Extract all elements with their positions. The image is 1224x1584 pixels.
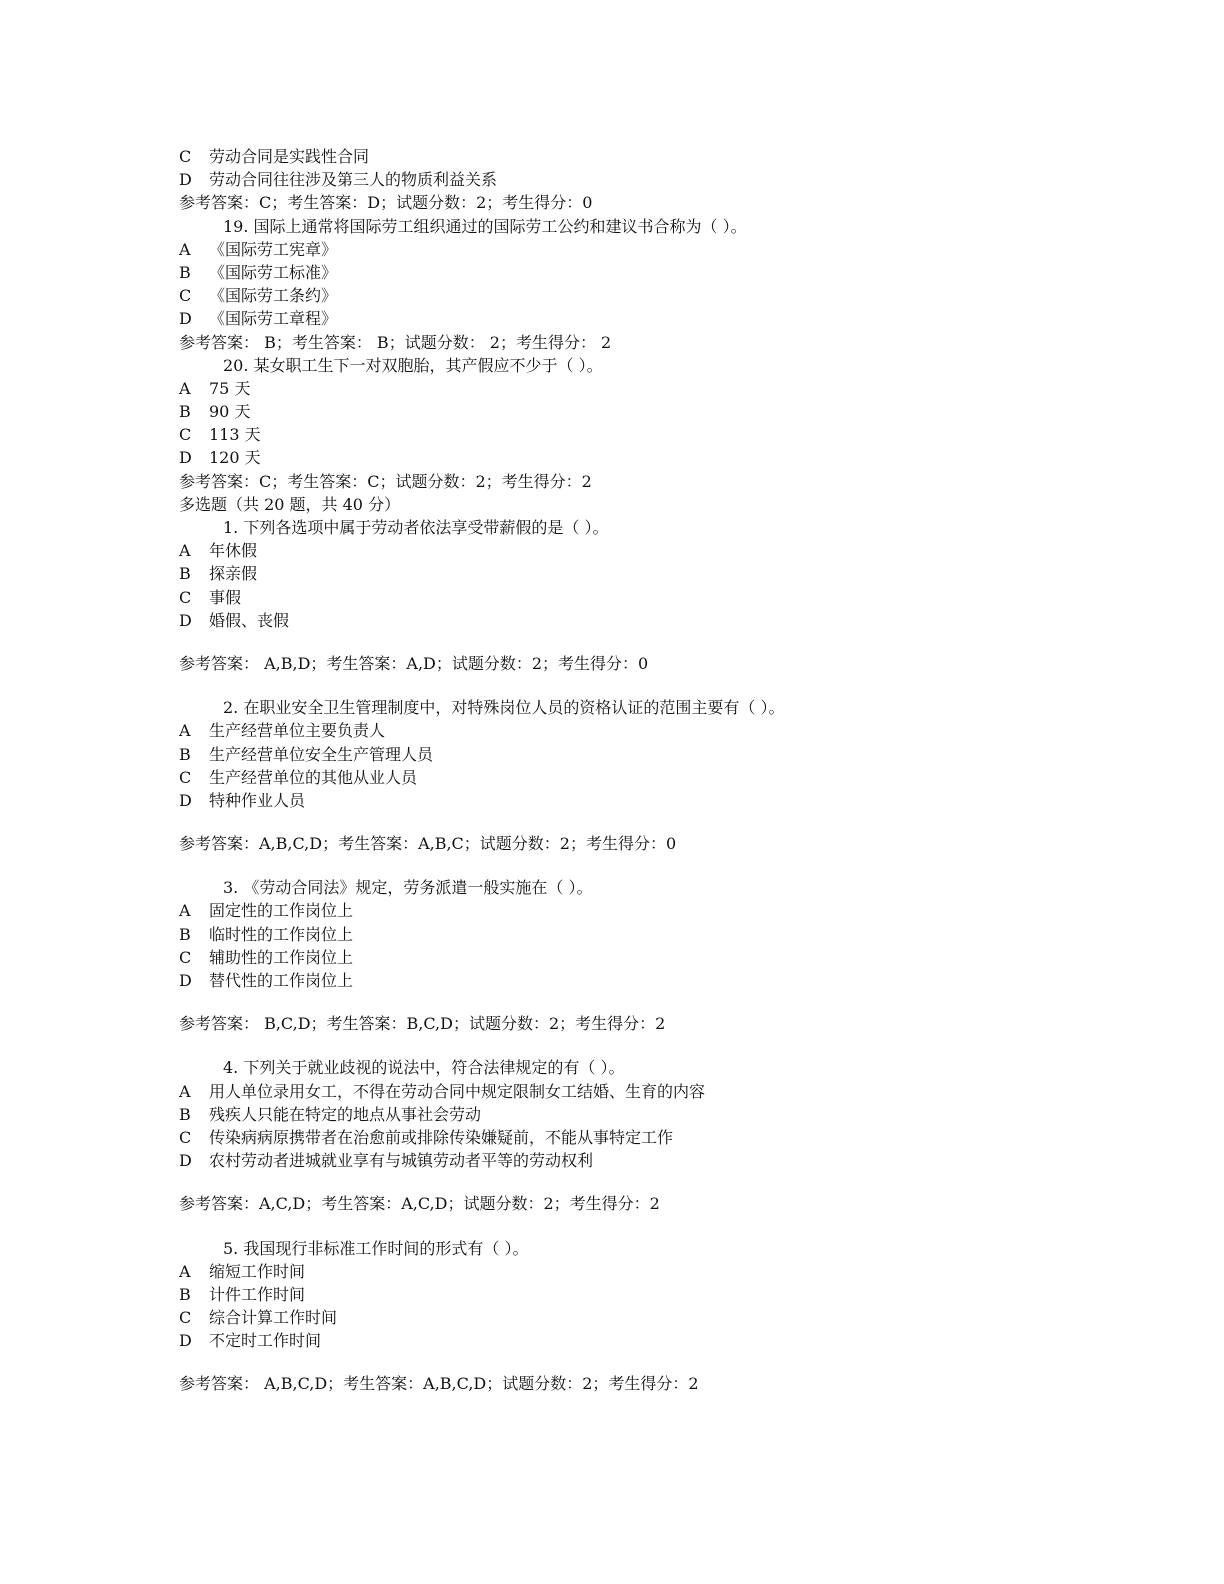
option-line <box>179 400 1159 423</box>
option-line <box>179 609 1159 632</box>
spacer <box>179 1035 1159 1056</box>
option-text: 探亲假 <box>209 564 258 584</box>
option-text: 生产经营单位的其他从业人员 <box>209 767 418 787</box>
answer-line: 参考答案：A,B,C,D；考生答案：A,B,C；试题分数：2；考生得分：0 <box>179 834 677 854</box>
option-letter: B <box>179 1284 191 1304</box>
option-letter: C <box>179 286 192 306</box>
option-text: 生产经营单位安全生产管理人员 <box>209 744 434 764</box>
option-text: 劳动合同是实践性合同 <box>209 147 370 166</box>
answer-line: 参考答案： B,C,D；考生答案：B,C,D；试题分数：2；考生得分：2 <box>179 1014 666 1034</box>
answer-line: 参考答案：C；考生答案：C；试题分数：2；考生得分：2 <box>179 471 592 491</box>
answer-line: 参考答案：C；考生答案：D；试题分数：2；考生得分：0 <box>179 193 593 213</box>
spacer <box>179 675 1159 696</box>
answer-line: 参考答案： B；考生答案： B；试题分数： 2；考生得分： 2 <box>179 332 612 352</box>
option-letter: A <box>179 901 191 921</box>
option-letter: C <box>179 587 192 607</box>
option-text: 替代性的工作岗位上 <box>209 971 354 990</box>
spacer <box>179 1172 1159 1192</box>
option-letter: B <box>179 744 191 764</box>
option-letter: A <box>179 721 191 741</box>
option-letter: D <box>179 1151 192 1171</box>
option-letter: A <box>179 541 191 561</box>
option-line <box>179 1080 1159 1103</box>
option-line <box>179 923 1159 946</box>
option-line <box>179 284 1159 307</box>
spacer <box>179 812 1159 832</box>
question-text: 20. 某女职工生下一对双胞胎，其产假应不少于（ ）。 <box>223 355 603 375</box>
question-text: 1. 下列各选项中属于劳动者依法享受带薪假的是（ ）。 <box>223 518 609 537</box>
option-letter: B <box>179 402 191 422</box>
option-text: 《国际劳工宪章》 <box>209 239 338 259</box>
option-text: 事假 <box>209 587 242 607</box>
option-letter: C <box>179 147 192 166</box>
option-line <box>179 586 1159 609</box>
option-line <box>179 719 1159 742</box>
option-line <box>179 1149 1159 1172</box>
spacer <box>179 855 1159 876</box>
option-text: 固定性的工作岗位上 <box>209 901 354 921</box>
option-line <box>179 1306 1159 1329</box>
option-line <box>179 1260 1159 1283</box>
option-letter: B <box>179 564 191 584</box>
option-line <box>179 307 1159 330</box>
option-line <box>179 423 1159 446</box>
answer-line: 参考答案： A,B,D；考生答案：A,D；试题分数：2；考生得分：0 <box>179 653 649 673</box>
option-letter: D <box>179 170 192 190</box>
option-text: 残疾人只能在特定的地点从事社会劳动 <box>209 1104 482 1124</box>
option-text: 113 天 <box>209 425 261 445</box>
option-text: 用人单位录用女工，不得在劳动合同中规定限制女工结婚、生育的内容 <box>209 1081 706 1101</box>
option-line <box>179 969 1159 992</box>
option-line <box>179 1329 1159 1352</box>
option-letter: D <box>179 1331 192 1351</box>
spacer <box>179 632 1159 652</box>
option-line <box>179 1283 1159 1306</box>
option-letter: B <box>179 1104 191 1124</box>
option-letter: C <box>179 425 192 445</box>
question-text: 3. 《劳动合同法》规定，劳务派遣一般实施在（ ）。 <box>223 878 593 898</box>
option-letter: C <box>179 1308 192 1328</box>
option-text: 临时性的工作岗位上 <box>209 924 354 944</box>
option-letter: A <box>179 239 191 259</box>
option-line <box>179 261 1159 284</box>
option-text: 农村劳动者进城就业享有与城镇劳动者平等的劳动权利 <box>209 1151 594 1171</box>
spacer <box>179 1352 1159 1372</box>
spacer <box>179 1216 1159 1237</box>
option-letter: D <box>179 610 192 630</box>
option-letter: D <box>179 790 192 810</box>
option-line <box>179 238 1159 261</box>
option-text: 特种作业人员 <box>209 790 306 810</box>
option-line <box>179 145 1159 168</box>
option-text: 《国际劳工标准》 <box>209 262 338 282</box>
option-line <box>179 1103 1159 1126</box>
option-line <box>179 899 1159 922</box>
option-line <box>179 377 1159 400</box>
option-line <box>179 1126 1159 1149</box>
option-text: 120 天 <box>209 448 261 468</box>
option-text: 辅助性的工作岗位上 <box>209 947 354 967</box>
option-letter: C <box>179 947 192 967</box>
option-text: 75 天 <box>209 378 251 398</box>
option-letter: A <box>179 1261 191 1281</box>
option-line <box>179 946 1159 969</box>
option-text: 90 天 <box>209 402 251 422</box>
option-letter: D <box>179 309 192 329</box>
question-text: 2. 在职业安全卫生管理制度中，对特殊岗位人员的资格认证的范围主要有（ ）。 <box>223 698 785 718</box>
question-text: 5. 我国现行非标准工作时间的形式有（ ）。 <box>223 1238 529 1258</box>
option-line <box>179 562 1159 585</box>
option-letter: D <box>179 971 192 990</box>
option-text: 年休假 <box>209 541 258 561</box>
option-letter: C <box>179 767 192 787</box>
option-text: 《国际劳工章程》 <box>209 309 338 329</box>
option-text: 不定时工作时间 <box>209 1331 322 1351</box>
option-letter: B <box>179 262 191 282</box>
option-text: 计件工作时间 <box>209 1284 306 1304</box>
section-title: 多选题（共 20 题，共 40 分） <box>179 494 401 514</box>
option-text: 婚假、丧假 <box>209 610 290 630</box>
option-text: 生产经营单位主要负责人 <box>209 721 386 741</box>
option-text: 《国际劳工条约》 <box>209 286 338 306</box>
option-line <box>179 789 1159 812</box>
option-letter: A <box>179 378 191 398</box>
spacer <box>179 992 1159 1012</box>
option-line <box>179 766 1159 789</box>
option-letter: D <box>179 448 192 468</box>
question-text: 19. 国际上通常将国际劳工组织通过的国际劳工公约和建议书合称为（ ）。 <box>223 216 747 236</box>
option-line <box>179 539 1159 562</box>
document-page <box>179 145 1159 1396</box>
option-line <box>179 743 1159 766</box>
answer-line: 参考答案： A,B,C,D；考生答案：A,B,C,D；试题分数：2；考生得分：2 <box>179 1374 699 1394</box>
question-text: 4. 下列关于就业歧视的说法中，符合法律规定的有（ ）。 <box>223 1058 625 1078</box>
option-letter: C <box>179 1127 192 1147</box>
option-line <box>179 446 1159 469</box>
option-text: 缩短工作时间 <box>209 1261 306 1281</box>
option-letter: B <box>179 924 191 944</box>
option-text: 传染病病原携带者在治愈前或排除传染嫌疑前，不能从事特定工作 <box>209 1127 674 1147</box>
option-line <box>179 168 1159 191</box>
option-text: 综合计算工作时间 <box>209 1308 338 1328</box>
option-letter: A <box>179 1081 191 1101</box>
option-text: 劳动合同往往涉及第三人的物质利益关系 <box>209 170 498 190</box>
answer-line: 参考答案：A,C,D；考生答案：A,C,D；试题分数：2；考生得分：2 <box>179 1194 660 1214</box>
